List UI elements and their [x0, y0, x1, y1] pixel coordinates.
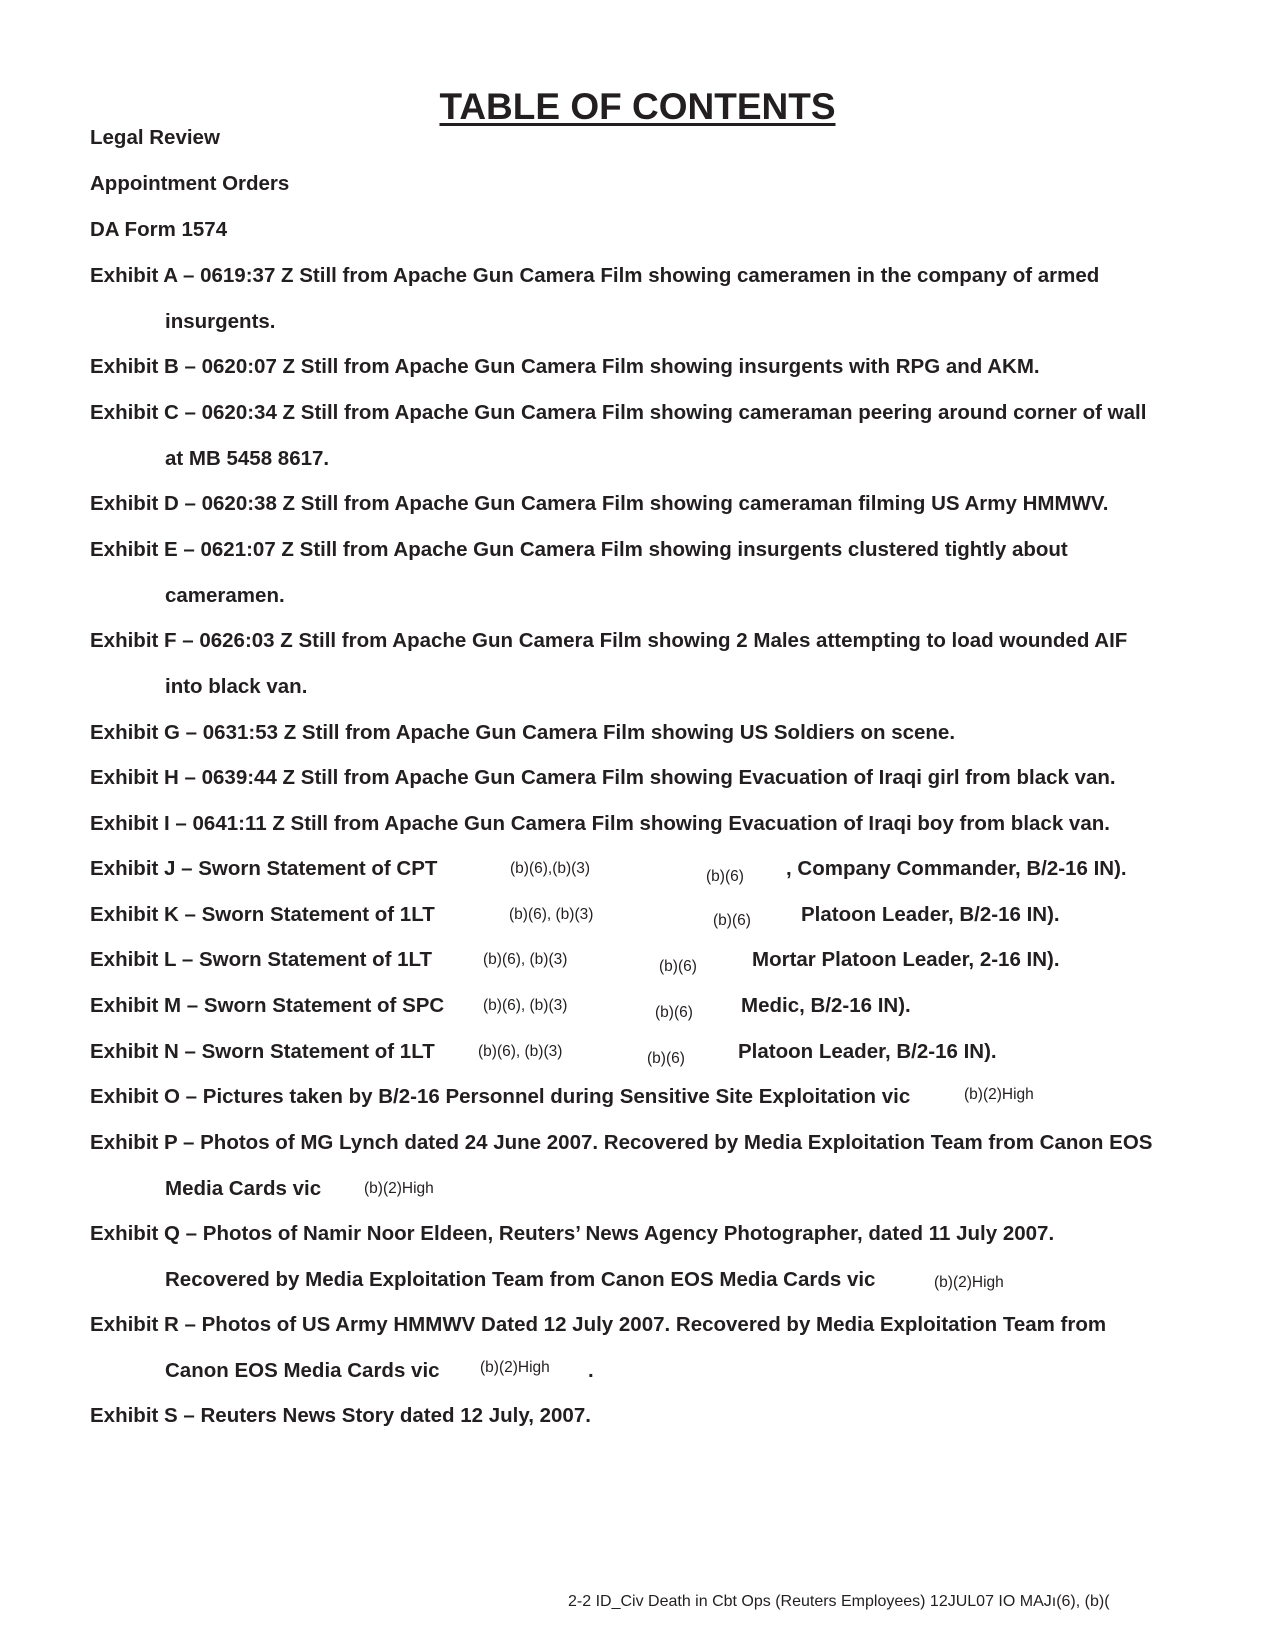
toc-entry-exhibit-p: Exhibit P – Photos of MG Lynch dated 24 June 2007. Recovered by Media Exploitation Team from Canon EOS — [90, 1131, 1153, 1154]
toc-entry-exhibit-k: Exhibit K – Sworn Statement of 1LT — [90, 903, 435, 926]
redaction-label: (b)(6) — [713, 912, 751, 929]
redaction-label: (b)(6), (b)(3) — [483, 951, 568, 968]
toc-entry-legal-review: Legal Review — [90, 126, 220, 149]
toc-entry-exhibit-n-tail: Platoon Leader, B/2-16 IN). — [738, 1040, 997, 1063]
toc-entry-exhibit-f-cont: into black van. — [165, 675, 308, 698]
redaction-label: (b)(6), (b)(3) — [483, 997, 568, 1014]
redaction-label: (b)(6) — [647, 1050, 685, 1067]
page-footer: 2-2 ID_Civ Death in Cbt Ops (Reuters Employees) 12JUL07 IO MAJı(6), (b)( — [568, 1593, 1110, 1610]
toc-entry-exhibit-e: Exhibit E – 0621:07 Z Still from Apache Gun Camera Film showing insurgents clustered tightly about — [90, 538, 1068, 561]
toc-entry-exhibit-g: Exhibit G – 0631:53 Z Still from Apache Gun Camera Film showing US Soldiers on scene. — [90, 721, 956, 744]
toc-entry-exhibit-q: Exhibit Q – Photos of Namir Noor Eldeen, Reuters’ News Agency Photographer, dated 11 July 2007. — [90, 1222, 1055, 1245]
toc-entry-exhibit-a-cont: insurgents. — [165, 310, 276, 333]
toc-entry-exhibit-q-cont: Recovered by Media Exploitation Team from Canon EOS Media Cards vic — [165, 1268, 876, 1291]
redaction-label: (b)(6), (b)(3) — [509, 906, 594, 923]
redaction-label: (b)(6), (b)(3) — [478, 1043, 563, 1060]
redaction-label: (b)(6) — [706, 868, 744, 885]
toc-entry-exhibit-e-cont: cameramen. — [165, 584, 285, 607]
toc-entry-exhibit-c: Exhibit C – 0620:34 Z Still from Apache Gun Camera Film showing cameraman peering around corner of wall — [90, 401, 1147, 424]
redaction-label: (b)(6) — [659, 958, 697, 975]
toc-entry-exhibit-r-cont: Canon EOS Media Cards vic — [165, 1359, 440, 1382]
toc-entry-exhibit-h: Exhibit H – 0639:44 Z Still from Apache Gun Camera Film showing Evacuation of Iraqi girl from black van. — [90, 766, 1116, 789]
toc-entry-exhibit-j-tail: , Company Commander, B/2-16 IN). — [786, 857, 1127, 880]
toc-entry-exhibit-s: Exhibit S – Reuters News Story dated 12 July, 2007. — [90, 1404, 591, 1427]
redaction-label: (b)(2)High — [480, 1359, 550, 1376]
toc-entry-exhibit-m: Exhibit M – Sworn Statement of SPC — [90, 994, 445, 1017]
toc-entry-exhibit-f: Exhibit F – 0626:03 Z Still from Apache Gun Camera Film showing 2 Males attempting to load wounded AIF — [90, 629, 1128, 652]
toc-entry-exhibit-p-cont: Media Cards vic — [165, 1177, 322, 1200]
redaction-label: (b)(2)High — [934, 1274, 1004, 1291]
redaction-label: (b)(6),(b)(3) — [510, 860, 591, 877]
toc-entry-exhibit-r-tail: . — [588, 1359, 594, 1382]
page-title: TABLE OF CONTENTS — [439, 86, 836, 127]
toc-entry-exhibit-r: Exhibit R – Photos of US Army HMMWV Dated 12 July 2007. Recovered by Media Exploitation Team from — [90, 1313, 1107, 1336]
redaction-label: (b)(2)High — [964, 1086, 1034, 1103]
toc-entry-exhibit-i: Exhibit I – 0641:11 Z Still from Apache Gun Camera Film showing Evacuation of Iraqi boy from black van. — [90, 812, 1110, 835]
toc-entry-exhibit-c-cont: at MB 5458 8617. — [165, 447, 330, 470]
toc-entry-exhibit-l-tail: Mortar Platoon Leader, 2-16 IN). — [752, 948, 1060, 971]
toc-entry-exhibit-l: Exhibit L – Sworn Statement of 1LT — [90, 948, 433, 971]
toc-entry-da-form: DA Form 1574 — [90, 218, 228, 241]
toc-entry-appointment-orders: Appointment Orders — [90, 172, 290, 195]
toc-entry-exhibit-a: Exhibit A – 0619:37 Z Still from Apache Gun Camera Film showing cameramen in the company of armed — [90, 264, 1100, 287]
toc-entry-exhibit-j: Exhibit J – Sworn Statement of CPT — [90, 857, 438, 880]
toc-entry-exhibit-b: Exhibit B – 0620:07 Z Still from Apache Gun Camera Film showing insurgents with RPG and AKM. — [90, 355, 1040, 378]
toc-entry-exhibit-m-tail: Medic, B/2-16 IN). — [741, 994, 911, 1017]
toc-entry-exhibit-k-tail: Platoon Leader, B/2-16 IN). — [801, 903, 1060, 926]
toc-entry-exhibit-o: Exhibit O – Pictures taken by B/2-16 Personnel during Sensitive Site Exploitation vic — [90, 1085, 911, 1108]
toc-entry-exhibit-n: Exhibit N – Sworn Statement of 1LT — [90, 1040, 435, 1063]
toc-entry-exhibit-d: Exhibit D – 0620:38 Z Still from Apache Gun Camera Film showing cameraman filming US Army HMMWV. — [90, 492, 1109, 515]
redaction-label: (b)(2)High — [364, 1180, 434, 1197]
redaction-label: (b)(6) — [655, 1004, 693, 1021]
